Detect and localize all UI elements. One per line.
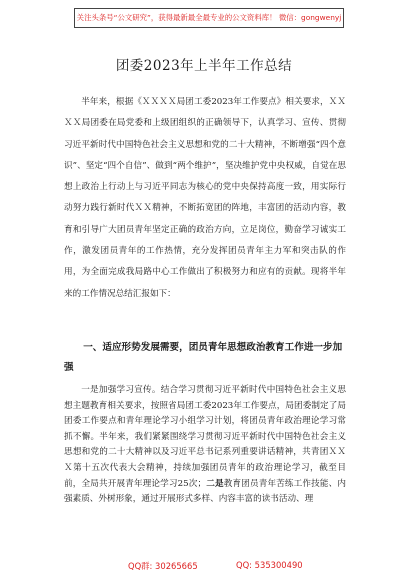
paragraph-section-1 xyxy=(64,383,346,508)
header-banner: 关注头条号“公文研究”，获得最新最全最专业的公文资料库！ 微信：gongwenyj xyxy=(74,8,344,28)
footer-qq-group: QQ群: 30265665 xyxy=(128,561,198,571)
document-title: 团委2023年上半年工作总结 xyxy=(115,58,293,74)
footer-qq: QQ: 535300490 xyxy=(236,560,303,570)
paragraph-bold-marker: 二是 xyxy=(206,478,224,489)
paragraph-intro: 半年来，根据《ＸＸＸＸ局团工委2023年工作要点》相关要求，ＸＸＸＸ局团委在局党委和上级团组织的正确领导下，认真学习、宣传、贯彻习近平新时代中国特色社会主义思想和党的二十大精神，不断增强“四个意识”、坚定“四个自信”、做到“两个维护”，坚决维护党中央权威，自觉在思想上政治上行动上与习近平同志为核心的党中央保持高度一致，用实际行动努力践行新时代ＸＸ精神，不断拓宽团的阵地，丰富团的活动内容，教育和引导广大团员青年坚定正确的政治方向，立足岗位，勤奋学习诚实工作，激发团员青年的工作热情，充分发挥团员青年主力军和突击队的作用，为全面完成我局路中心工作做出了积极努力和应有的贡献。现将半年来的工作情况总结汇报如下： xyxy=(64,97,346,299)
paragraph-text: 一是加强学习宣传。结合学习贯彻习近平新时代中国特色社会主义思想主题教育相关要求，按照省局团工委2023年工作要点，局团委制定了局团委工作要点和青年理论学习小组学习计划，将团员青年政治理论学习常抓不懈。半年来，我们紧紧围绕学习贯彻习近平新时代中国特色社会主义思想和党的二十大精神以及习近平总书记系列重要讲话精神，共青团ＸＸＸ第十五次代表大会精神，持续加强团员青年的政治理论学习，截至目前，全局共开展青年理论学习25次； xyxy=(64,385,346,489)
section-heading-1: 一、适应形势发展需要，团员青年思想政治教育工作进一步加强 xyxy=(64,342,343,373)
paragraph-text: 教育团员青年苦练工作技能、内强素质、外树形象，通过开展形式多样、内容丰富的读书活动、理 xyxy=(64,478,346,505)
